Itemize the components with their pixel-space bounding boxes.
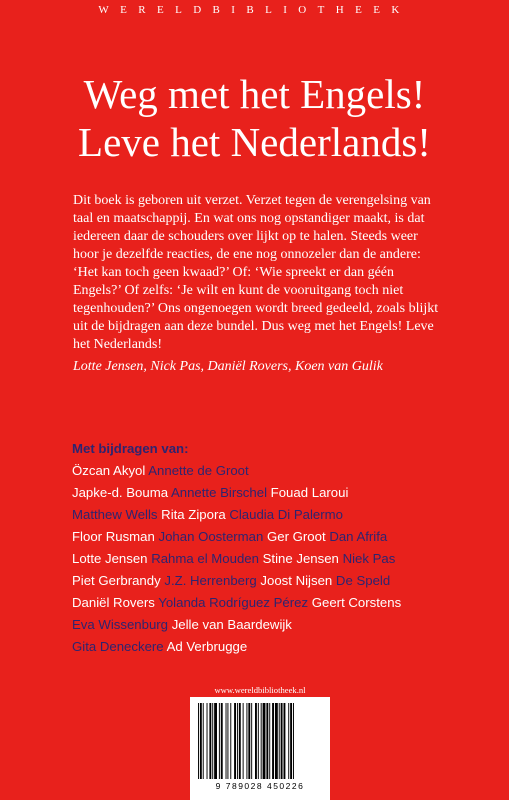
barcode <box>190 697 330 800</box>
contributor-name: Lotte Jensen <box>72 551 148 566</box>
contributor-name: Johan Oosterman <box>158 529 264 544</box>
blurb-text: Dit boek is geboren uit verzet. Verzet tegen de verengelsing van taal en maatschappij. En wat ons nog opstandiger maakt, is dat iedereen daar de schouders over lijkt op te halen. Steeds weer hoor je dezelfde reacties, de ene nog onnozeler dan de andere: ‘Het kan toch geen kwaad?’ Of: ‘Wie spreekt er dan géén Engels?’ Of zelfs: ‘Je wilt en kunt de vooruitgang toch niet tegenhouden?’ Ons ongenoegen wordt breed gedeeld, zoals blijkt uit de bijdragen aan deze bundel. Dus weg met het Engels! Leve het Nederlands! <box>73 193 439 352</box>
headline-line-2: Leve het Nederlands! <box>78 119 431 165</box>
contributor-name: Dan Afrifa <box>329 529 388 544</box>
contributors-line <box>72 482 442 504</box>
contributor-name: Geert Corstens <box>311 595 402 610</box>
headline <box>0 70 509 166</box>
contributor-name: Niek Pas <box>342 551 396 566</box>
barcode-bars <box>196 703 324 779</box>
contributor-name: Yolanda Rodríguez Pérez <box>158 595 309 610</box>
contributor-name: Daniël Rovers <box>72 595 155 610</box>
contributors-line <box>72 526 442 548</box>
contributor-name: Eva Wissenburg <box>72 617 169 632</box>
contributor-name: Gita Deneckere <box>72 639 164 654</box>
contributor-name: J.Z. Herrenberg <box>164 573 257 588</box>
contributor-name: Matthew Wells <box>72 507 158 522</box>
contributor-name: Jelle van Baardewijk <box>171 617 292 632</box>
contributor-name: Japke-d. Bouma <box>72 485 169 500</box>
contributors-line <box>72 504 442 526</box>
contributor-name: Piet Gerbrandy <box>72 573 161 588</box>
contributor-name: Floor Rusman <box>72 529 155 544</box>
isbn-number: 9 789028 450226 <box>215 781 305 791</box>
headline-line-1: Weg met het Engels! <box>83 71 426 117</box>
contributor-name: Rahma el Mouden <box>151 551 259 566</box>
contributors-list <box>72 438 442 658</box>
contributor-name: Stine Jensen <box>262 551 339 566</box>
contributor-name: Annette Birschel <box>170 485 267 500</box>
contributors-line <box>72 460 442 482</box>
contributors-heading: Met bijdragen van: <box>72 441 189 456</box>
contributor-name: De Speld <box>335 573 391 588</box>
contributors-line <box>72 548 442 570</box>
contributor-name: Ger Groot <box>267 529 326 544</box>
contributor-name: Rita Zipora <box>161 507 226 522</box>
contributor-name: Ad Verbrugge <box>166 639 248 654</box>
contributors-line <box>72 570 442 592</box>
contributor-name: Joost Nijsen <box>260 573 333 588</box>
contributors-line <box>72 636 442 658</box>
contributor-name: Fouad Laroui <box>270 485 349 500</box>
publisher-website: www.wereldbibliotheek.nl <box>214 685 306 695</box>
publisher-name: WERELDBIBLIOTHEEK <box>98 4 411 16</box>
contributor-name: Annette de Groot <box>148 463 249 478</box>
contributors-line <box>72 592 442 614</box>
contributor-name: Claudia Di Palermo <box>229 507 343 522</box>
contributors-line <box>72 614 442 636</box>
authors-signature: Lotte Jensen, Nick Pas, Daniël Rovers, Koen van Gulik <box>73 359 383 374</box>
contributor-name: Özcan Akyol <box>72 463 146 478</box>
